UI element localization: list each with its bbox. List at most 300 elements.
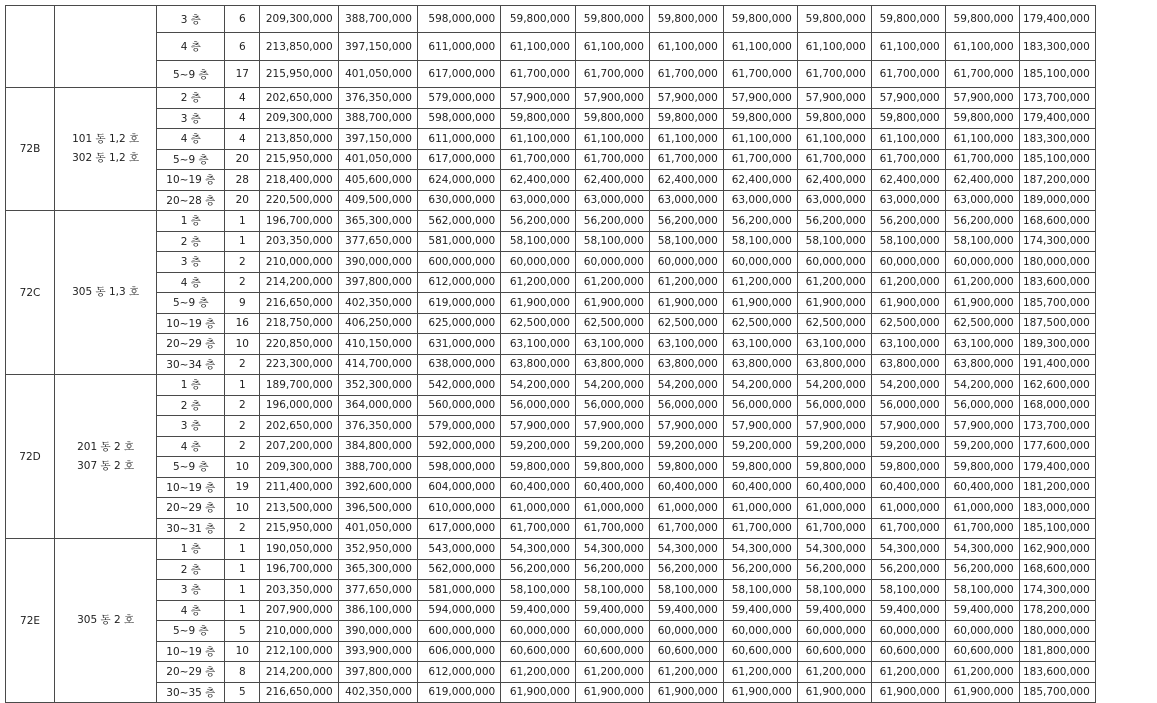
amount-cell: 59,800,000 [945, 457, 1019, 478]
amount-cell: 617,000,000 [417, 149, 500, 170]
amount-cell: 60,400,000 [501, 477, 576, 498]
amount-cell: 63,000,000 [723, 190, 797, 211]
amount-cell: 61,000,000 [797, 498, 871, 519]
table-row [6, 108, 1157, 129]
amount-cell: 61,900,000 [723, 293, 797, 314]
count-cell: 5 [225, 621, 260, 642]
amount-cell: 213,850,000 [260, 129, 339, 150]
amount-cell: 63,100,000 [649, 334, 723, 355]
amount-cell: 592,000,000 [417, 436, 500, 457]
table-row [6, 539, 1157, 560]
amount-cell: 63,100,000 [797, 334, 871, 355]
amount-cell: 61,100,000 [649, 129, 723, 150]
amount-cell: 54,200,000 [797, 375, 871, 396]
count-cell: 8 [225, 662, 260, 683]
floor-cell: 3 층 [157, 108, 225, 129]
amount-cell: 207,900,000 [260, 600, 339, 621]
amount-cell: 54,300,000 [501, 539, 576, 560]
amount-cell: 63,100,000 [575, 334, 649, 355]
amount-cell: 57,900,000 [575, 88, 649, 109]
amount-cell: 352,300,000 [338, 375, 417, 396]
amount-cell: 61,100,000 [723, 129, 797, 150]
count-cell: 17 [225, 61, 260, 88]
amount-cell: 63,800,000 [575, 354, 649, 375]
amount-cell: 59,800,000 [501, 108, 576, 129]
amount-cell: 61,900,000 [945, 293, 1019, 314]
amount-cell: 63,100,000 [501, 334, 576, 355]
amount-cell: 61,100,000 [797, 33, 871, 61]
floor-cell: 5~9 층 [157, 457, 225, 478]
amount-cell: 581,000,000 [417, 580, 500, 601]
amount-cell: 57,900,000 [797, 416, 871, 437]
amount-cell: 61,200,000 [501, 272, 576, 293]
amount-cell: 388,700,000 [338, 6, 417, 33]
amount-cell: 542,000,000 [417, 375, 500, 396]
amount-cell: 401,050,000 [338, 149, 417, 170]
amount-cell: 401,050,000 [338, 518, 417, 539]
amount-cell: 190,050,000 [260, 539, 339, 560]
amount-cell: 61,700,000 [501, 518, 576, 539]
amount-cell: 61,700,000 [575, 61, 649, 88]
amount-cell: 384,800,000 [338, 436, 417, 457]
amount-cell: 58,100,000 [945, 231, 1019, 252]
amount-cell: 56,200,000 [723, 211, 797, 232]
amount-cell: 56,000,000 [871, 395, 945, 416]
count-cell: 9 [225, 293, 260, 314]
amount-cell: 213,500,000 [260, 498, 339, 519]
floor-cell: 1 층 [157, 539, 225, 560]
amount-cell: 61,900,000 [871, 293, 945, 314]
amount-cell: 60,000,000 [871, 252, 945, 273]
amount-cell: 179,400,000 [1019, 6, 1095, 33]
floor-cell: 4 층 [157, 33, 225, 61]
amount-cell: 173,700,000 [1019, 416, 1095, 437]
amount-cell: 63,000,000 [501, 190, 576, 211]
amount-cell: 59,800,000 [797, 108, 871, 129]
amount-cell: 62,400,000 [871, 170, 945, 191]
amount-cell: 62,500,000 [649, 313, 723, 334]
amount-cell: 61,100,000 [797, 129, 871, 150]
amount-cell: 61,000,000 [501, 498, 576, 519]
unit-label: 201 동 2 호 [77, 440, 135, 453]
amount-cell: 59,200,000 [945, 436, 1019, 457]
price-table [5, 5, 1157, 703]
amount-cell: 63,000,000 [871, 190, 945, 211]
amount-cell: 179,400,000 [1019, 108, 1095, 129]
count-cell: 1 [225, 231, 260, 252]
amount-cell: 54,300,000 [649, 539, 723, 560]
amount-cell: 63,000,000 [649, 190, 723, 211]
amount-cell: 56,000,000 [649, 395, 723, 416]
amount-cell: 61,900,000 [501, 293, 576, 314]
amount-cell: 611,000,000 [417, 129, 500, 150]
count-cell: 10 [225, 498, 260, 519]
amount-cell: 61,900,000 [945, 682, 1019, 703]
amount-cell: 62,400,000 [649, 170, 723, 191]
floor-cell: 10~19 층 [157, 170, 225, 191]
amount-cell: 625,000,000 [417, 313, 500, 334]
amount-cell: 62,400,000 [501, 170, 576, 191]
amount-cell: 54,200,000 [649, 375, 723, 396]
count-cell: 2 [225, 252, 260, 273]
amount-cell: 60,600,000 [575, 641, 649, 662]
amount-cell: 168,600,000 [1019, 211, 1095, 232]
amount-cell: 61,700,000 [797, 149, 871, 170]
amount-cell: 63,100,000 [723, 334, 797, 355]
amount-cell: 60,000,000 [723, 252, 797, 273]
table-row [6, 129, 1157, 150]
amount-cell: 59,400,000 [501, 600, 576, 621]
amount-cell: 352,950,000 [338, 539, 417, 560]
floor-cell: 1 층 [157, 375, 225, 396]
amount-cell: 60,000,000 [797, 621, 871, 642]
amount-cell: 58,100,000 [501, 231, 576, 252]
amount-cell: 61,100,000 [575, 33, 649, 61]
table-row [6, 621, 1157, 642]
amount-cell: 168,600,000 [1019, 559, 1095, 580]
floor-cell: 4 층 [157, 272, 225, 293]
amount-cell: 58,100,000 [797, 231, 871, 252]
amount-cell: 414,700,000 [338, 354, 417, 375]
type-cell: 72C [6, 211, 55, 375]
amount-cell: 60,400,000 [871, 477, 945, 498]
amount-cell: 58,100,000 [723, 580, 797, 601]
amount-cell: 181,800,000 [1019, 641, 1095, 662]
amount-cell: 61,700,000 [723, 61, 797, 88]
amount-cell: 388,700,000 [338, 457, 417, 478]
amount-cell: 61,200,000 [723, 272, 797, 293]
amount-cell: 183,600,000 [1019, 272, 1095, 293]
count-cell: 2 [225, 272, 260, 293]
amount-cell: 177,600,000 [1019, 436, 1095, 457]
amount-cell: 390,000,000 [338, 252, 417, 273]
amount-cell: 598,000,000 [417, 457, 500, 478]
amount-cell: 61,100,000 [945, 129, 1019, 150]
amount-cell: 54,300,000 [871, 539, 945, 560]
amount-cell: 58,100,000 [797, 580, 871, 601]
amount-cell: 185,100,000 [1019, 518, 1095, 539]
amount-cell: 213,850,000 [260, 33, 339, 61]
count-cell: 20 [225, 190, 260, 211]
count-cell: 1 [225, 580, 260, 601]
table-row [6, 580, 1157, 601]
amount-cell: 63,800,000 [797, 354, 871, 375]
amount-cell: 57,900,000 [649, 416, 723, 437]
amount-cell: 63,800,000 [649, 354, 723, 375]
floor-cell: 30~35 층 [157, 682, 225, 703]
amount-cell: 59,200,000 [797, 436, 871, 457]
amount-cell: 63,000,000 [797, 190, 871, 211]
amount-cell: 60,400,000 [797, 477, 871, 498]
amount-cell: 189,700,000 [260, 375, 339, 396]
amount-cell: 60,000,000 [797, 252, 871, 273]
amount-cell: 183,300,000 [1019, 129, 1095, 150]
amount-cell: 216,650,000 [260, 293, 339, 314]
amount-cell: 59,800,000 [797, 457, 871, 478]
table-row [6, 477, 1157, 498]
amount-cell: 61,100,000 [501, 129, 576, 150]
amount-cell: 581,000,000 [417, 231, 500, 252]
floor-cell: 30~31 층 [157, 518, 225, 539]
amount-cell: 59,400,000 [723, 600, 797, 621]
units-cell [55, 375, 157, 539]
count-cell: 6 [225, 6, 260, 33]
amount-cell: 61,200,000 [797, 662, 871, 683]
table-row [6, 231, 1157, 252]
amount-cell: 56,200,000 [797, 211, 871, 232]
amount-cell: 61,900,000 [575, 293, 649, 314]
amount-cell: 59,400,000 [797, 600, 871, 621]
amount-cell: 61,100,000 [501, 33, 576, 61]
amount-cell: 60,000,000 [723, 621, 797, 642]
floor-cell: 20~29 층 [157, 498, 225, 519]
amount-cell: 209,300,000 [260, 108, 339, 129]
amount-cell: 58,100,000 [723, 231, 797, 252]
count-cell: 2 [225, 518, 260, 539]
table-row [6, 354, 1157, 375]
amount-cell: 631,000,000 [417, 334, 500, 355]
floor-cell: 5~9 층 [157, 621, 225, 642]
amount-cell: 56,200,000 [871, 211, 945, 232]
amount-cell: 58,100,000 [649, 580, 723, 601]
amount-cell: 56,200,000 [501, 211, 576, 232]
count-cell: 2 [225, 436, 260, 457]
amount-cell: 61,100,000 [649, 33, 723, 61]
amount-cell: 60,600,000 [871, 641, 945, 662]
amount-cell: 58,100,000 [501, 580, 576, 601]
units-cell [55, 211, 157, 375]
count-cell: 6 [225, 33, 260, 61]
amount-cell: 56,000,000 [501, 395, 576, 416]
amount-cell: 624,000,000 [417, 170, 500, 191]
amount-cell: 61,900,000 [649, 293, 723, 314]
amount-cell: 543,000,000 [417, 539, 500, 560]
amount-cell: 174,300,000 [1019, 580, 1095, 601]
table-row [6, 88, 1157, 109]
amount-cell: 61,700,000 [871, 149, 945, 170]
amount-cell: 58,100,000 [575, 231, 649, 252]
amount-cell: 617,000,000 [417, 518, 500, 539]
units-cell [55, 6, 157, 88]
amount-cell: 56,200,000 [797, 559, 871, 580]
count-cell: 10 [225, 457, 260, 478]
amount-cell: 376,350,000 [338, 88, 417, 109]
amount-cell: 61,000,000 [945, 498, 1019, 519]
amount-cell: 402,350,000 [338, 682, 417, 703]
amount-cell: 61,200,000 [501, 662, 576, 683]
amount-cell: 61,200,000 [945, 272, 1019, 293]
amount-cell: 56,200,000 [501, 559, 576, 580]
amount-cell: 189,000,000 [1019, 190, 1095, 211]
amount-cell: 59,800,000 [575, 457, 649, 478]
count-cell: 1 [225, 559, 260, 580]
table-row [6, 662, 1157, 683]
amount-cell: 57,900,000 [723, 88, 797, 109]
amount-cell: 59,800,000 [871, 6, 945, 33]
amount-cell: 59,400,000 [945, 600, 1019, 621]
count-cell: 28 [225, 170, 260, 191]
amount-cell: 216,650,000 [260, 682, 339, 703]
count-cell: 10 [225, 334, 260, 355]
amount-cell: 560,000,000 [417, 395, 500, 416]
amount-cell: 59,800,000 [501, 6, 576, 33]
amount-cell: 579,000,000 [417, 416, 500, 437]
floor-cell: 20~29 층 [157, 334, 225, 355]
table-row [6, 416, 1157, 437]
amount-cell: 214,200,000 [260, 662, 339, 683]
amount-cell: 57,900,000 [871, 88, 945, 109]
amount-cell: 59,800,000 [871, 457, 945, 478]
table-row [6, 33, 1157, 61]
amount-cell: 62,500,000 [945, 313, 1019, 334]
amount-cell: 60,000,000 [575, 252, 649, 273]
amount-cell: 59,200,000 [501, 436, 576, 457]
amount-cell: 61,100,000 [871, 33, 945, 61]
amount-cell: 62,500,000 [575, 313, 649, 334]
amount-cell: 57,900,000 [797, 88, 871, 109]
amount-cell: 612,000,000 [417, 662, 500, 683]
table-row [6, 498, 1157, 519]
amount-cell: 59,200,000 [871, 436, 945, 457]
amount-cell: 600,000,000 [417, 252, 500, 273]
amount-cell: 54,300,000 [575, 539, 649, 560]
amount-cell: 187,500,000 [1019, 313, 1095, 334]
amount-cell: 63,800,000 [501, 354, 576, 375]
count-cell: 10 [225, 641, 260, 662]
amount-cell: 393,900,000 [338, 641, 417, 662]
amount-cell: 61,900,000 [723, 682, 797, 703]
amount-cell: 62,500,000 [501, 313, 576, 334]
count-cell: 19 [225, 477, 260, 498]
amount-cell: 56,200,000 [871, 559, 945, 580]
floor-cell: 3 층 [157, 6, 225, 33]
amount-cell: 215,950,000 [260, 518, 339, 539]
amount-cell: 61,100,000 [723, 33, 797, 61]
amount-cell: 60,000,000 [649, 621, 723, 642]
table-row [6, 190, 1157, 211]
table-row [6, 641, 1157, 662]
amount-cell: 61,700,000 [649, 518, 723, 539]
table-row [6, 682, 1157, 703]
amount-cell: 56,000,000 [797, 395, 871, 416]
count-cell: 1 [225, 211, 260, 232]
unit-label: 307 동 2 호 [77, 459, 135, 472]
amount-cell: 54,200,000 [501, 375, 576, 396]
count-cell: 1 [225, 375, 260, 396]
amount-cell: 377,650,000 [338, 231, 417, 252]
amount-cell: 209,300,000 [260, 457, 339, 478]
amount-cell: 60,400,000 [723, 477, 797, 498]
amount-cell: 174,300,000 [1019, 231, 1095, 252]
amount-cell: 183,600,000 [1019, 662, 1095, 683]
floor-cell: 30~34 층 [157, 354, 225, 375]
amount-cell: 56,200,000 [945, 559, 1019, 580]
amount-cell: 180,000,000 [1019, 252, 1095, 273]
type-cell: 72D [6, 375, 55, 539]
amount-cell: 397,150,000 [338, 33, 417, 61]
amount-cell: 579,000,000 [417, 88, 500, 109]
floor-cell: 2 층 [157, 395, 225, 416]
amount-cell: 59,800,000 [945, 6, 1019, 33]
type-cell [6, 6, 55, 88]
amount-cell: 59,800,000 [723, 108, 797, 129]
floor-cell: 1 층 [157, 211, 225, 232]
amount-cell: 61,200,000 [945, 662, 1019, 683]
amount-cell: 60,000,000 [871, 621, 945, 642]
amount-cell: 365,300,000 [338, 211, 417, 232]
amount-cell: 61,200,000 [575, 272, 649, 293]
amount-cell: 388,700,000 [338, 108, 417, 129]
amount-cell: 63,000,000 [575, 190, 649, 211]
amount-cell: 410,150,000 [338, 334, 417, 355]
floor-cell: 2 층 [157, 88, 225, 109]
amount-cell: 61,700,000 [649, 149, 723, 170]
amount-cell: 604,000,000 [417, 477, 500, 498]
amount-cell: 57,900,000 [871, 416, 945, 437]
amount-cell: 59,800,000 [575, 108, 649, 129]
amount-cell: 63,000,000 [945, 190, 1019, 211]
amount-cell: 63,100,000 [871, 334, 945, 355]
amount-cell: 212,100,000 [260, 641, 339, 662]
amount-cell: 58,100,000 [575, 580, 649, 601]
floor-cell: 5~9 층 [157, 293, 225, 314]
amount-cell: 220,500,000 [260, 190, 339, 211]
floor-cell: 3 층 [157, 416, 225, 437]
amount-cell: 61,700,000 [945, 518, 1019, 539]
amount-cell: 396,500,000 [338, 498, 417, 519]
amount-cell: 401,050,000 [338, 61, 417, 88]
amount-cell: 61,700,000 [871, 518, 945, 539]
amount-cell: 58,100,000 [649, 231, 723, 252]
amount-cell: 179,400,000 [1019, 457, 1095, 478]
amount-cell: 209,300,000 [260, 6, 339, 33]
floor-cell: 10~19 층 [157, 313, 225, 334]
count-cell: 5 [225, 682, 260, 703]
amount-cell: 377,650,000 [338, 580, 417, 601]
amount-cell: 215,950,000 [260, 149, 339, 170]
amount-cell: 59,800,000 [945, 108, 1019, 129]
amount-cell: 402,350,000 [338, 293, 417, 314]
count-cell: 16 [225, 313, 260, 334]
amount-cell: 62,400,000 [945, 170, 1019, 191]
amount-cell: 630,000,000 [417, 190, 500, 211]
amount-cell: 61,700,000 [501, 61, 576, 88]
amount-cell: 61,700,000 [797, 61, 871, 88]
amount-cell: 59,800,000 [797, 6, 871, 33]
count-cell: 2 [225, 416, 260, 437]
amount-cell: 54,200,000 [723, 375, 797, 396]
type-cell: 72B [6, 88, 55, 211]
amount-cell: 59,800,000 [501, 457, 576, 478]
amount-cell: 61,700,000 [945, 149, 1019, 170]
amount-cell: 202,650,000 [260, 88, 339, 109]
amount-cell: 59,800,000 [649, 6, 723, 33]
floor-cell: 3 층 [157, 252, 225, 273]
amount-cell: 638,000,000 [417, 354, 500, 375]
count-cell: 2 [225, 354, 260, 375]
amount-cell: 59,400,000 [575, 600, 649, 621]
amount-cell: 61,200,000 [723, 662, 797, 683]
amount-cell: 405,600,000 [338, 170, 417, 191]
amount-cell: 598,000,000 [417, 6, 500, 33]
unit-label: 305 동 2 호 [77, 614, 135, 626]
amount-cell: 185,100,000 [1019, 149, 1095, 170]
floor-cell: 4 층 [157, 129, 225, 150]
table-row [6, 149, 1157, 170]
amount-cell: 60,400,000 [575, 477, 649, 498]
amount-cell: 54,200,000 [871, 375, 945, 396]
table-row [6, 61, 1157, 88]
